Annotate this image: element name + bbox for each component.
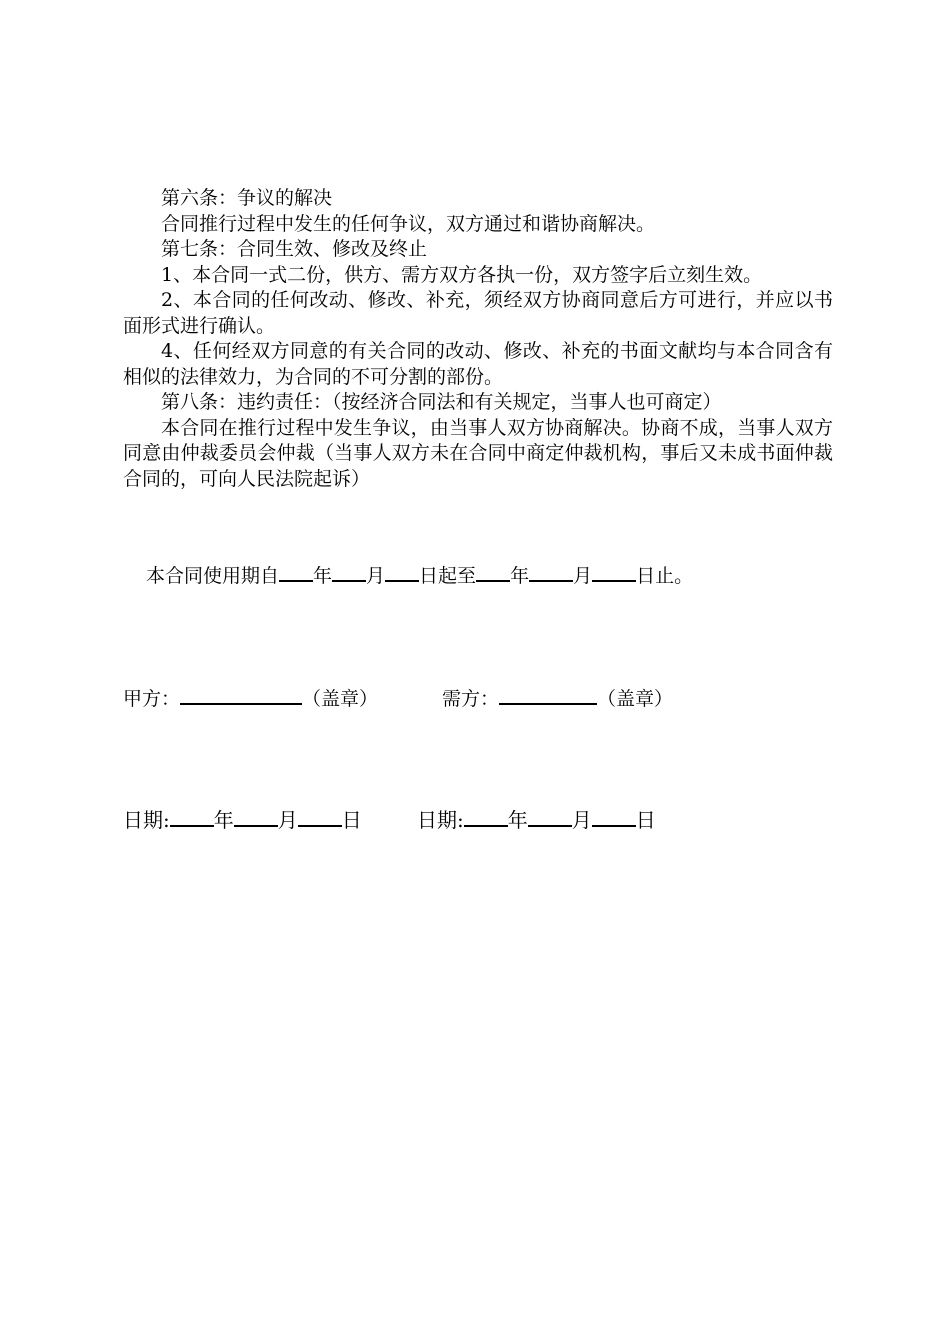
party-b-seal: （盖章）	[597, 688, 674, 710]
term-start-month-blank	[332, 561, 366, 582]
term-start-year-blank	[279, 561, 313, 582]
date-b-year: 年	[507, 808, 528, 832]
term-year-2: 年	[510, 565, 530, 587]
term-prefix: 本合同使用期自	[146, 565, 280, 587]
term-end-year-blank	[476, 561, 510, 582]
clause-6-heading: 第六条：争议的解决	[161, 187, 333, 209]
term-month-1: 月	[366, 565, 386, 587]
term-day-2: 日止。	[636, 565, 694, 587]
date-a-day-blank	[298, 806, 342, 827]
clause-7-item-2: 2、本合同的任何改动、修改、补充，须经双方协商同意后方可进行，并应以书面形式进行确认。	[123, 289, 833, 337]
contract-clauses	[123, 186, 833, 492]
party-a-label: 甲方：	[123, 688, 181, 710]
clause-7-item-1: 1、本合同一式二份，供方、需方双方各执一份，双方签字后立刻生效。	[161, 263, 763, 286]
party-a-seal: （盖章）	[302, 688, 379, 710]
date-a-month: 月	[277, 808, 298, 832]
contract-term-line	[146, 561, 693, 589]
party-b-signature-blank	[499, 684, 597, 705]
term-end-month-blank	[529, 561, 573, 582]
date-a-label: 日期:	[123, 808, 170, 832]
term-end-day-blank	[592, 561, 636, 582]
clause-6-text: 合同推行过程中发生的任何争议，双方通过和谐协商解决。	[161, 212, 656, 235]
date-b-month: 月	[571, 808, 592, 832]
date-b-month-blank	[528, 806, 572, 827]
party-a-date	[123, 806, 362, 833]
party-b-date	[417, 806, 656, 833]
clause-8-heading: 第八条：违约责任：（按经济合同法和有关规定，当事人也可商定）	[161, 391, 722, 413]
party-b-label: 需方：	[442, 688, 500, 710]
term-day-1: 日起至	[419, 565, 477, 587]
date-b-label: 日期:	[417, 808, 464, 832]
date-a-month-blank	[234, 806, 278, 827]
party-a-signature-blank	[180, 684, 302, 705]
party-a-signature	[123, 684, 378, 712]
date-a-year: 年	[213, 808, 234, 832]
date-b-day: 日	[635, 808, 656, 832]
term-start-day-blank	[385, 561, 419, 582]
clause-8-text: 本合同在推行过程中发生争议，由当事人双方协商解决。协商不成，当事人双方同意由仲裁委员会仲裁（当事人双方未在合同中商定仲裁机构，事后又未成书面仲裁合同的，可向人民法院起诉）	[123, 416, 833, 490]
term-month-2: 月	[573, 565, 593, 587]
date-a-day: 日	[341, 808, 362, 832]
date-b-day-blank	[592, 806, 636, 827]
term-year-1: 年	[313, 565, 333, 587]
date-a-year-blank	[170, 806, 214, 827]
date-b-year-blank	[464, 806, 508, 827]
clause-7-heading: 第七条：合同生效、修改及终止	[161, 238, 428, 260]
party-b-signature	[442, 684, 673, 712]
clause-7-item-4: 4、任何经双方同意的有关合同的改动、修改、补充的书面文献均与本合同含有相似的法律效力，为合同的不可分割的部份。	[123, 340, 833, 388]
